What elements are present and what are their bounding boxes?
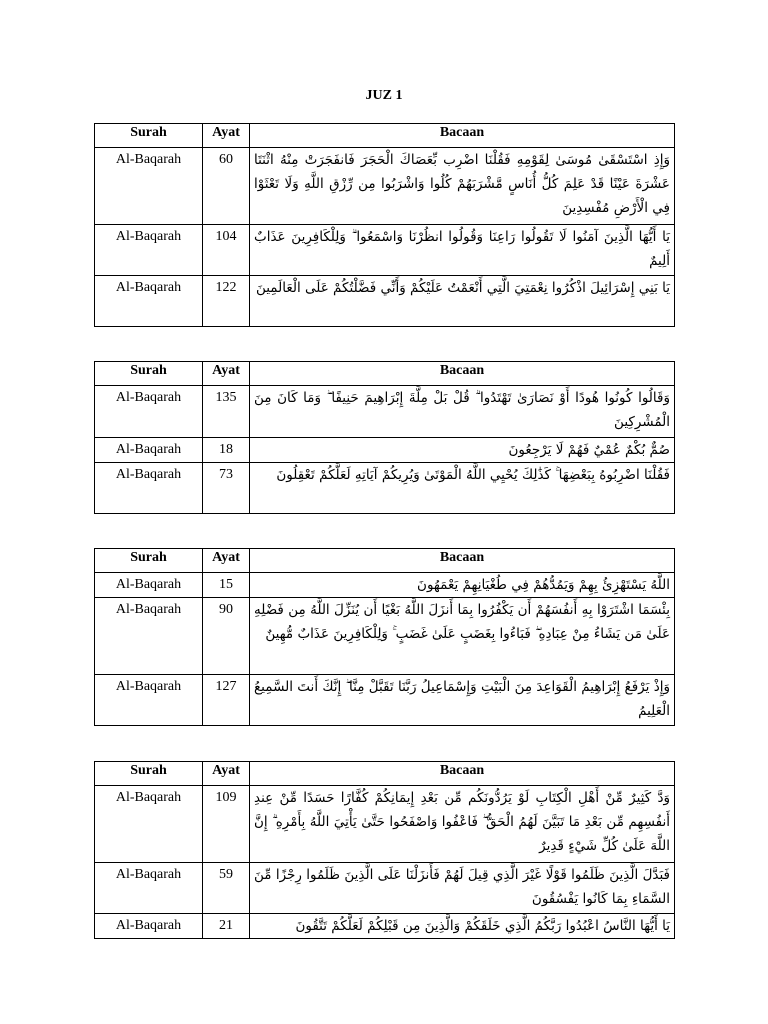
ayat-cell: 73 <box>203 463 250 514</box>
table-row <box>95 386 675 438</box>
bacaan-cell: وَإِذْ يَرْفَعُ إِبْرَاهِيمُ الْقَوَاعِدَ مِنَ الْبَيْتِ وَإِسْمَاعِيلُ رَبَّنَا تَقَبَّلْ مِنَّا ۖ إِنَّكَ أَنتَ السَّمِيعُ الْعَلِيمُ <box>250 675 675 726</box>
bacaan-cell: اللَّهُ يَسْتَهْزِئُ بِهِمْ وَيَمُدُّهُمْ فِي طُغْيَانِهِمْ يَعْمَهُونَ <box>250 573 675 598</box>
header-ayat: Ayat <box>203 362 250 386</box>
surah-cell: Al-Baqarah <box>95 786 203 863</box>
bacaan-cell: فَبَدَّلَ الَّذِينَ ظَلَمُوا قَوْلًا غَيْرَ الَّذِي قِيلَ لَهُمْ فَأَنزَلْنَا عَلَى الَّذِينَ ظَلَمُوا رِجْزًا مِّنَ السَّمَاءِ بِمَا كَانُوا يَفْسُقُونَ <box>250 863 675 914</box>
table-row <box>95 598 675 675</box>
header-surah: Surah <box>95 762 203 786</box>
table-row <box>95 438 675 463</box>
ayat-table-3 <box>94 548 675 726</box>
surah-cell: Al-Baqarah <box>95 463 203 514</box>
ayat-cell: 60 <box>203 148 250 225</box>
ayat-cell: 59 <box>203 863 250 914</box>
ayat-cell: 90 <box>203 598 250 675</box>
ayat-cell: 122 <box>203 276 250 327</box>
page-title: JUZ 1 <box>365 88 403 103</box>
table-header-row <box>95 762 675 786</box>
table-header-row <box>95 362 675 386</box>
bacaan-cell: صُمٌّ بُكْمٌ عُمْيٌ فَهُمْ لَا يَرْجِعُونَ <box>250 438 675 463</box>
table-row <box>95 863 675 914</box>
surah-cell: Al-Baqarah <box>95 598 203 675</box>
ayat-cell: 18 <box>203 438 250 463</box>
table-row <box>95 276 675 327</box>
header-surah: Surah <box>95 549 203 573</box>
table-row <box>95 463 675 514</box>
table-row <box>95 225 675 276</box>
table-header-row <box>95 124 675 148</box>
ayat-table-4 <box>94 761 675 939</box>
ayat-cell: 104 <box>203 225 250 276</box>
table-header-row <box>95 549 675 573</box>
table-row <box>95 914 675 939</box>
header-bacaan: Bacaan <box>250 124 675 148</box>
table-row <box>95 675 675 726</box>
bacaan-cell: فَقُلْنَا اضْرِبُوهُ بِبَعْضِهَا ۚ كَذَٰلِكَ يُحْيِي اللَّهُ الْمَوْتَىٰ وَيُرِيكُمْ آيَاتِهِ لَعَلَّكُمْ تَعْقِلُونَ <box>250 463 675 514</box>
surah-cell: Al-Baqarah <box>95 386 203 438</box>
ayat-cell: 15 <box>203 573 250 598</box>
surah-cell: Al-Baqarah <box>95 863 203 914</box>
ayat-table-2 <box>94 361 675 514</box>
bacaan-cell: وَإِذِ اسْتَسْقَىٰ مُوسَىٰ لِقَوْمِهِ فَقُلْنَا اضْرِب بِّعَصَاكَ الْحَجَرَ فَانفَجَرَتْ مِنْهُ اثْنَتَا عَشْرَةَ عَيْنًا قَدْ عَلِمَ كُلُّ أُنَاسٍ مَّشْرَبَهُمْ كُلُوا وَاشْرَبُوا مِن رِّزْقِ اللَّهِ وَلَا تَعْثَوْا فِي الْأَرْضِ مُفْسِدِينَ <box>250 148 675 225</box>
header-surah: Surah <box>95 362 203 386</box>
bacaan-cell: وَدَّ كَثِيرٌ مِّنْ أَهْلِ الْكِتَابِ لَوْ يَرُدُّونَكُم مِّن بَعْدِ إِيمَانِكُمْ كُفَّارًا حَسَدًا مِّنْ عِندِ أَنفُسِهِم مِّن بَعْدِ مَا تَبَيَّنَ لَهُمُ الْحَقُّ ۖ فَاعْفُوا وَاصْفَحُوا حَتَّىٰ يَأْتِيَ اللَّهُ بِأَمْرِهِ ۗ إِنَّ اللَّهَ عَلَىٰ كُلِّ شَيْءٍ قَدِيرٌ <box>250 786 675 863</box>
header-ayat: Ayat <box>203 124 250 148</box>
bacaan-cell: يَا بَنِي إِسْرَائِيلَ اذْكُرُوا نِعْمَتِيَ الَّتِي أَنْعَمْتُ عَلَيْكُمْ وَأَنِّي فَضَّلْتُكُمْ عَلَى الْعَالَمِينَ <box>250 276 675 327</box>
ayat-table-1 <box>94 123 675 327</box>
table-row <box>95 148 675 225</box>
surah-cell: Al-Baqarah <box>95 148 203 225</box>
header-ayat: Ayat <box>203 762 250 786</box>
surah-cell: Al-Baqarah <box>95 914 203 939</box>
bacaan-cell: يَا أَيُّهَا الَّذِينَ آمَنُوا لَا تَقُولُوا رَاعِنَا وَقُولُوا انظُرْنَا وَاسْمَعُوا ۗ وَلِلْكَافِرِينَ عَذَابٌ أَلِيمٌ <box>250 225 675 276</box>
surah-cell: Al-Baqarah <box>95 675 203 726</box>
surah-cell: Al-Baqarah <box>95 276 203 327</box>
table-row <box>95 573 675 598</box>
header-bacaan: Bacaan <box>250 762 675 786</box>
surah-cell: Al-Baqarah <box>95 225 203 276</box>
table-row <box>95 786 675 863</box>
ayat-cell: 135 <box>203 386 250 438</box>
ayat-cell: 127 <box>203 675 250 726</box>
ayat-cell: 109 <box>203 786 250 863</box>
header-bacaan: Bacaan <box>250 362 675 386</box>
header-surah: Surah <box>95 124 203 148</box>
header-ayat: Ayat <box>203 549 250 573</box>
bacaan-cell: وَقَالُوا كُونُوا هُودًا أَوْ نَصَارَىٰ تَهْتَدُوا ۗ قُلْ بَلْ مِلَّةَ إِبْرَاهِيمَ حَنِيفًا ۖ وَمَا كَانَ مِنَ الْمُشْرِكِينَ <box>250 386 675 438</box>
bacaan-cell: يَا أَيُّهَا النَّاسُ اعْبُدُوا رَبَّكُمُ الَّذِي خَلَقَكُمْ وَالَّذِينَ مِن قَبْلِكُمْ لَعَلَّكُمْ تَتَّقُونَ <box>250 914 675 939</box>
bacaan-cell: بِئْسَمَا اشْتَرَوْا بِهِ أَنفُسَهُمْ أَن يَكْفُرُوا بِمَا أَنزَلَ اللَّهُ بَغْيًا أَن يُنَزِّلَ اللَّهُ مِن فَضْلِهِ عَلَىٰ مَن يَشَاءُ مِنْ عِبَادِهِ ۖ فَبَاءُوا بِغَضَبٍ عَلَىٰ غَضَبٍ ۚ وَلِلْكَافِرِينَ عَذَابٌ مُّهِينٌ <box>250 598 675 675</box>
header-bacaan: Bacaan <box>250 549 675 573</box>
surah-cell: Al-Baqarah <box>95 438 203 463</box>
surah-cell: Al-Baqarah <box>95 573 203 598</box>
ayat-cell: 21 <box>203 914 250 939</box>
